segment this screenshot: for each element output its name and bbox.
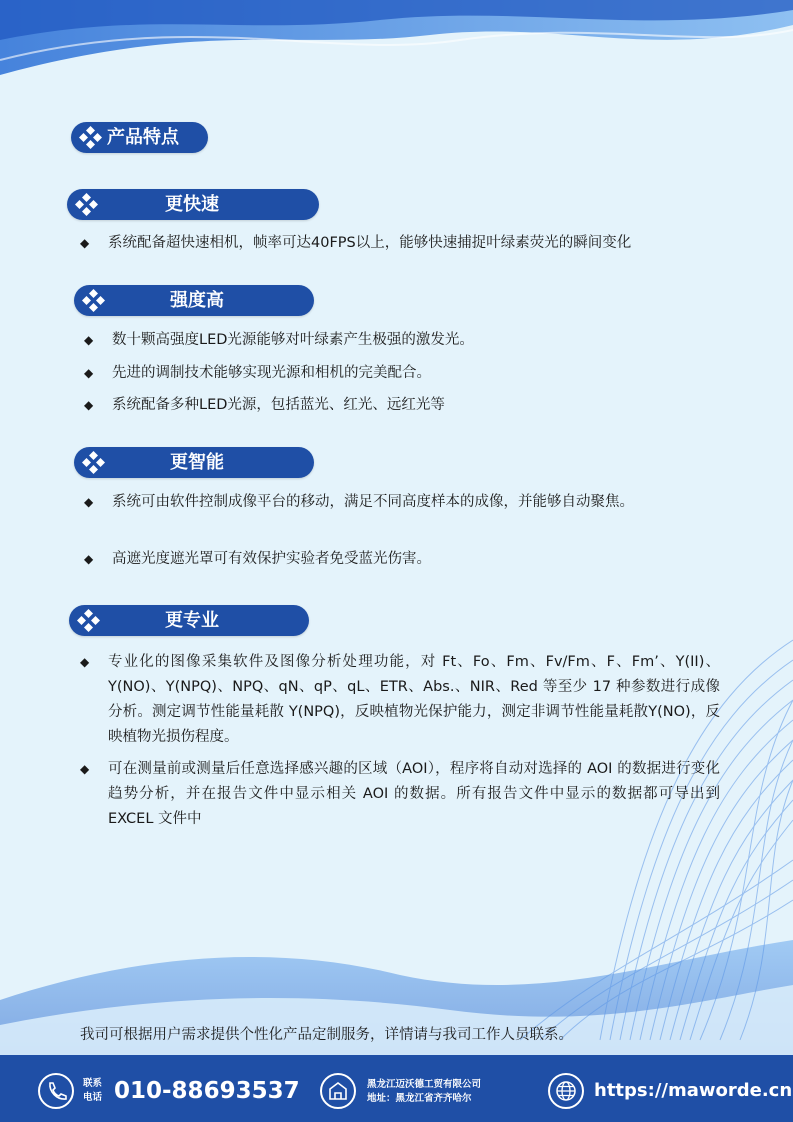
list-item-text: 先进的调制技术能够实现光源和相机的完美配合。 xyxy=(112,365,431,381)
customization-note: 我司可根据用户需求提供个性化产品定制服务，详情请与我司工作人员联系。 xyxy=(80,1027,573,1043)
diamond-cluster-icon xyxy=(77,124,104,151)
diamond-bullet-icon: ◆ xyxy=(80,762,90,776)
diamond-cluster-icon xyxy=(80,287,107,314)
phone-label-1: 联系 xyxy=(83,1078,103,1089)
company-address: 地址：黑龙江省齐齐哈尔 xyxy=(367,1093,472,1104)
company-name: 黑龙江迈沃德工贸有限公司 xyxy=(367,1079,482,1090)
list-item-text: 专业化的图像采集软件及图像分析处理功能，对 Ft、Fo、Fm、Fv/Fm、F、Fm’、Y(II)、Y(NO)、Y(NPQ)、NPQ、qN、qP、qL、ETR、Abs.、NIR、Red 等至少 17 种参数进行成像分析。测定调节性能量耗散 Y(NPQ)，反映植物光保护能力，测定非调节性能量耗散Y(NO)，反映植物光损伤程度。 xyxy=(108,654,720,745)
list-item-text: 系统配备超快速相机，帧率可达40FPS以上，能够快速捕捉叶绿素荧光的瞬间变化 xyxy=(108,235,632,251)
diamond-bullet-icon: ◆ xyxy=(84,495,94,509)
phone-number: 010-88693537 xyxy=(114,1078,300,1104)
list-item-text: 高遮光度遮光罩可有效保护实验者免受蓝光伤害。 xyxy=(112,551,431,567)
list-item-text: 数十颗高强度LED光源能够对叶绿素产生极强的激发光。 xyxy=(112,332,474,348)
section-title-intensity: 强度高 xyxy=(170,290,224,311)
list-item-text: 系统可由软件控制成像平台的移动，满足不同高度样本的成像，并能够自动聚焦。 xyxy=(112,494,634,510)
footer-bar xyxy=(0,1055,793,1122)
diamond-bullet-icon: ◆ xyxy=(84,398,94,412)
list-item-text: 系统配备多种LED光源，包括蓝光、红光、远红光等 xyxy=(112,397,445,413)
globe-icon xyxy=(548,1073,584,1109)
section-pill-smarter xyxy=(74,447,314,478)
website-link[interactable]: https://maworde.cn xyxy=(594,1080,793,1101)
diamond-bullet-icon: ◆ xyxy=(80,236,90,250)
diamond-cluster-icon xyxy=(75,607,102,634)
diamond-bullet-icon: ◆ xyxy=(84,552,94,566)
section-pill-professional xyxy=(69,605,309,636)
diamond-cluster-icon xyxy=(73,191,100,218)
building-icon xyxy=(320,1073,356,1109)
phone-label-2: 电话 xyxy=(83,1092,103,1103)
section-pill-faster xyxy=(67,189,319,220)
section-pill-intensity xyxy=(74,285,314,316)
section-title-professional: 更专业 xyxy=(165,610,219,631)
diamond-bullet-icon: ◆ xyxy=(84,366,94,380)
features-title-pill xyxy=(71,122,208,153)
diamond-bullet-icon: ◆ xyxy=(84,333,94,347)
features-title: 产品特点 xyxy=(107,127,179,148)
diamond-bullet-icon: ◆ xyxy=(80,655,90,669)
section-title-smarter: 更智能 xyxy=(170,452,224,473)
diamond-cluster-icon xyxy=(80,449,107,476)
section-title-faster: 更快速 xyxy=(165,194,219,215)
phone-icon xyxy=(38,1073,74,1109)
list-item-text: 可在测量前或测量后任意选择感兴趣的区域（AOI），程序将自动对选择的 AOI 的数据进行变化趋势分析，并在报告文件中显示相关 AOI 的数据。所有报告文件中显示的数据都可导出到 EXCEL 文件中 xyxy=(108,761,720,827)
